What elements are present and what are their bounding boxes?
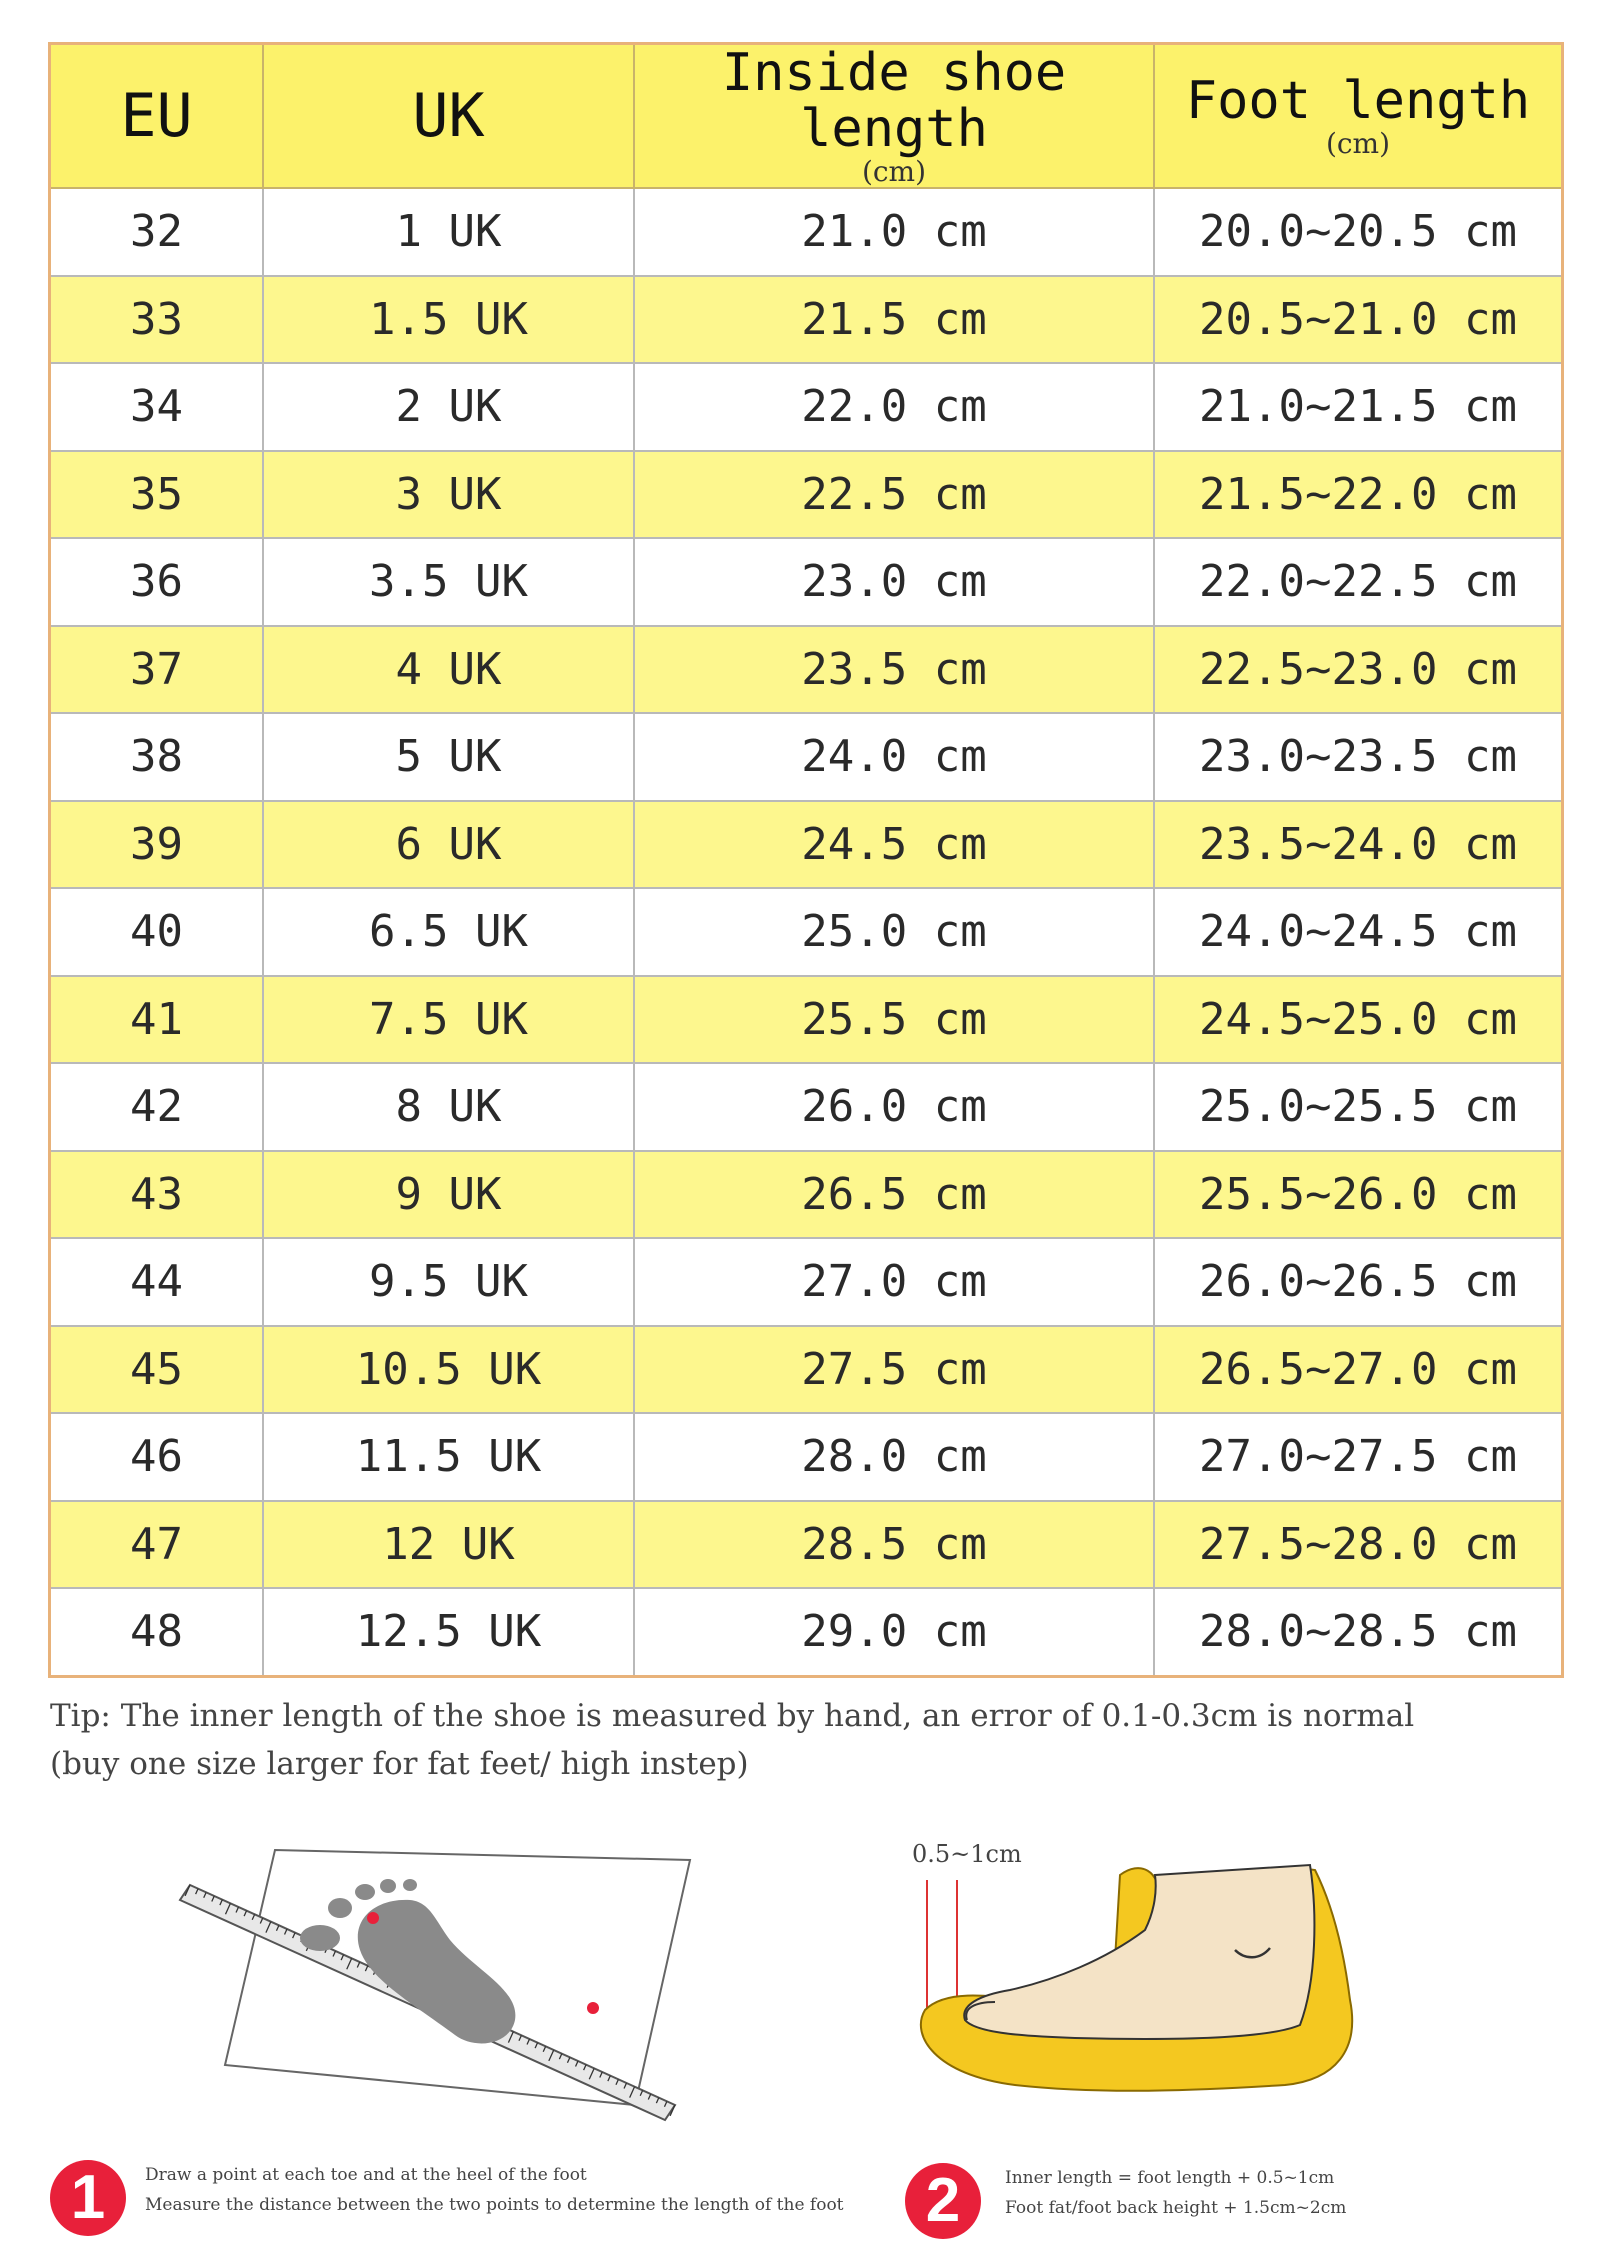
header-foot-label: Foot length bbox=[1185, 71, 1531, 131]
heel-mark-dot bbox=[587, 2002, 599, 2014]
header-uk-label: UK bbox=[412, 81, 485, 151]
cell-foot: 27.0~27.5 cm bbox=[1154, 1413, 1563, 1501]
cell-eu: 39 bbox=[50, 801, 264, 889]
cell-eu: 37 bbox=[50, 626, 264, 714]
header-inside-label: Inside shoe length bbox=[721, 43, 1067, 159]
table-row bbox=[50, 276, 1563, 364]
cell-foot: 24.0~24.5 cm bbox=[1154, 888, 1563, 976]
step-2-line-1: Inner length = foot length + 0.5~1cm bbox=[1005, 2168, 1335, 2188]
step-1-badge: 1 bbox=[50, 2160, 126, 2236]
cell-eu: 45 bbox=[50, 1326, 264, 1414]
table-row bbox=[50, 1413, 1563, 1501]
cell-inside: 22.0 cm bbox=[634, 363, 1154, 451]
cell-uk: 1 UK bbox=[263, 188, 634, 276]
cell-foot: 26.0~26.5 cm bbox=[1154, 1238, 1563, 1326]
cell-uk: 7.5 UK bbox=[263, 976, 634, 1064]
cell-uk: 9.5 UK bbox=[263, 1238, 634, 1326]
table-row bbox=[50, 451, 1563, 539]
table-row bbox=[50, 1501, 1563, 1589]
cell-inside: 24.5 cm bbox=[634, 801, 1154, 889]
cell-inside: 22.5 cm bbox=[634, 451, 1154, 539]
cell-eu: 34 bbox=[50, 363, 264, 451]
cell-eu: 47 bbox=[50, 1501, 264, 1589]
cell-inside: 25.5 cm bbox=[634, 976, 1154, 1064]
size-chart-table bbox=[48, 42, 1564, 1678]
cell-foot: 27.5~28.0 cm bbox=[1154, 1501, 1563, 1589]
cell-uk: 3 UK bbox=[263, 451, 634, 539]
cell-eu: 44 bbox=[50, 1238, 264, 1326]
cell-eu: 42 bbox=[50, 1063, 264, 1151]
cell-inside: 27.0 cm bbox=[634, 1238, 1154, 1326]
cell-foot: 21.0~21.5 cm bbox=[1154, 363, 1563, 451]
cell-inside: 26.5 cm bbox=[634, 1151, 1154, 1239]
header-inside-unit: (cm) bbox=[861, 155, 927, 188]
table-row bbox=[50, 801, 1563, 889]
cell-inside: 29.0 cm bbox=[634, 1588, 1154, 1676]
cell-uk: 10.5 UK bbox=[263, 1326, 634, 1414]
table-row bbox=[50, 976, 1563, 1064]
cell-uk: 2 UK bbox=[263, 363, 634, 451]
cell-foot: 24.5~25.0 cm bbox=[1154, 976, 1563, 1064]
cell-inside: 23.0 cm bbox=[634, 538, 1154, 626]
header-foot-unit: (cm) bbox=[1325, 127, 1391, 160]
cell-uk: 6.5 UK bbox=[263, 888, 634, 976]
table-row bbox=[50, 1063, 1563, 1151]
header-uk bbox=[263, 44, 634, 189]
cell-inside: 28.5 cm bbox=[634, 1501, 1154, 1589]
table-row bbox=[50, 626, 1563, 714]
foot-in-shoe-illustration bbox=[905, 1840, 1365, 2110]
step-2-line-2: Foot fat/foot back height + 1.5cm~2cm bbox=[1005, 2198, 1347, 2218]
cell-foot: 26.5~27.0 cm bbox=[1154, 1326, 1563, 1414]
cell-eu: 32 bbox=[50, 188, 264, 276]
cell-uk: 3.5 UK bbox=[263, 538, 634, 626]
cell-foot: 28.0~28.5 cm bbox=[1154, 1588, 1563, 1676]
cell-eu: 40 bbox=[50, 888, 264, 976]
cell-foot: 25.0~25.5 cm bbox=[1154, 1063, 1563, 1151]
table-row bbox=[50, 713, 1563, 801]
table-row bbox=[50, 1238, 1563, 1326]
cell-foot: 21.5~22.0 cm bbox=[1154, 451, 1563, 539]
cell-foot: 20.0~20.5 cm bbox=[1154, 188, 1563, 276]
table-row bbox=[50, 363, 1563, 451]
foot-measure-illustration bbox=[175, 1830, 695, 2140]
cell-eu: 38 bbox=[50, 713, 264, 801]
cell-inside: 21.5 cm bbox=[634, 276, 1154, 364]
table-row bbox=[50, 1151, 1563, 1239]
cell-foot: 25.5~26.0 cm bbox=[1154, 1151, 1563, 1239]
cell-inside: 24.0 cm bbox=[634, 713, 1154, 801]
table-row bbox=[50, 1326, 1563, 1414]
tip-line-2: (buy one size larger for fat feet/ high instep) bbox=[50, 1746, 749, 1782]
tip-line-1: Tip: The inner length of the shoe is measured by hand, an error of 0.1-0.3cm is normal bbox=[50, 1698, 1415, 1734]
cell-foot: 22.0~22.5 cm bbox=[1154, 538, 1563, 626]
cell-eu: 46 bbox=[50, 1413, 264, 1501]
cell-foot: 22.5~23.0 cm bbox=[1154, 626, 1563, 714]
cell-inside: 21.0 cm bbox=[634, 188, 1154, 276]
table-row bbox=[50, 188, 1563, 276]
cell-inside: 26.0 cm bbox=[634, 1063, 1154, 1151]
table-header-row bbox=[50, 44, 1563, 189]
cell-eu: 48 bbox=[50, 1588, 264, 1676]
step-1-caption bbox=[145, 2160, 844, 2220]
header-foot-length bbox=[1154, 44, 1563, 189]
header-inside-length bbox=[634, 44, 1154, 189]
cell-eu: 43 bbox=[50, 1151, 264, 1239]
step-2-caption bbox=[1005, 2163, 1346, 2223]
toe-mark-dot bbox=[367, 1912, 379, 1924]
cell-inside: 27.5 cm bbox=[634, 1326, 1154, 1414]
cell-eu: 36 bbox=[50, 538, 264, 626]
cell-foot: 20.5~21.0 cm bbox=[1154, 276, 1563, 364]
step-1-line-2: Measure the distance between the two points to determine the length of the foot bbox=[145, 2195, 844, 2215]
cell-uk: 8 UK bbox=[263, 1063, 634, 1151]
header-eu bbox=[50, 44, 264, 189]
cell-uk: 12.5 UK bbox=[263, 1588, 634, 1676]
cell-eu: 33 bbox=[50, 276, 264, 364]
cell-eu: 35 bbox=[50, 451, 264, 539]
cell-inside: 25.0 cm bbox=[634, 888, 1154, 976]
cell-foot: 23.0~23.5 cm bbox=[1154, 713, 1563, 801]
cell-uk: 1.5 UK bbox=[263, 276, 634, 364]
cell-uk: 11.5 UK bbox=[263, 1413, 634, 1501]
cell-foot: 23.5~24.0 cm bbox=[1154, 801, 1563, 889]
cell-uk: 9 UK bbox=[263, 1151, 634, 1239]
cell-uk: 4 UK bbox=[263, 626, 634, 714]
cell-eu: 41 bbox=[50, 976, 264, 1064]
cell-uk: 5 UK bbox=[263, 713, 634, 801]
gap-label: 0.5~1cm bbox=[912, 1840, 1022, 1868]
cell-inside: 28.0 cm bbox=[634, 1413, 1154, 1501]
table-row bbox=[50, 888, 1563, 976]
table-row bbox=[50, 1588, 1563, 1676]
header-eu-label: EU bbox=[120, 81, 193, 151]
cell-uk: 12 UK bbox=[263, 1501, 634, 1589]
cell-inside: 23.5 cm bbox=[634, 626, 1154, 714]
table-body bbox=[50, 188, 1563, 1676]
step-1-line-1: Draw a point at each toe and at the heel of the foot bbox=[145, 2165, 587, 2185]
measurement-tip bbox=[50, 1692, 1414, 1788]
step-2-badge: 2 bbox=[905, 2163, 981, 2239]
cell-uk: 6 UK bbox=[263, 801, 634, 889]
table-row bbox=[50, 538, 1563, 626]
